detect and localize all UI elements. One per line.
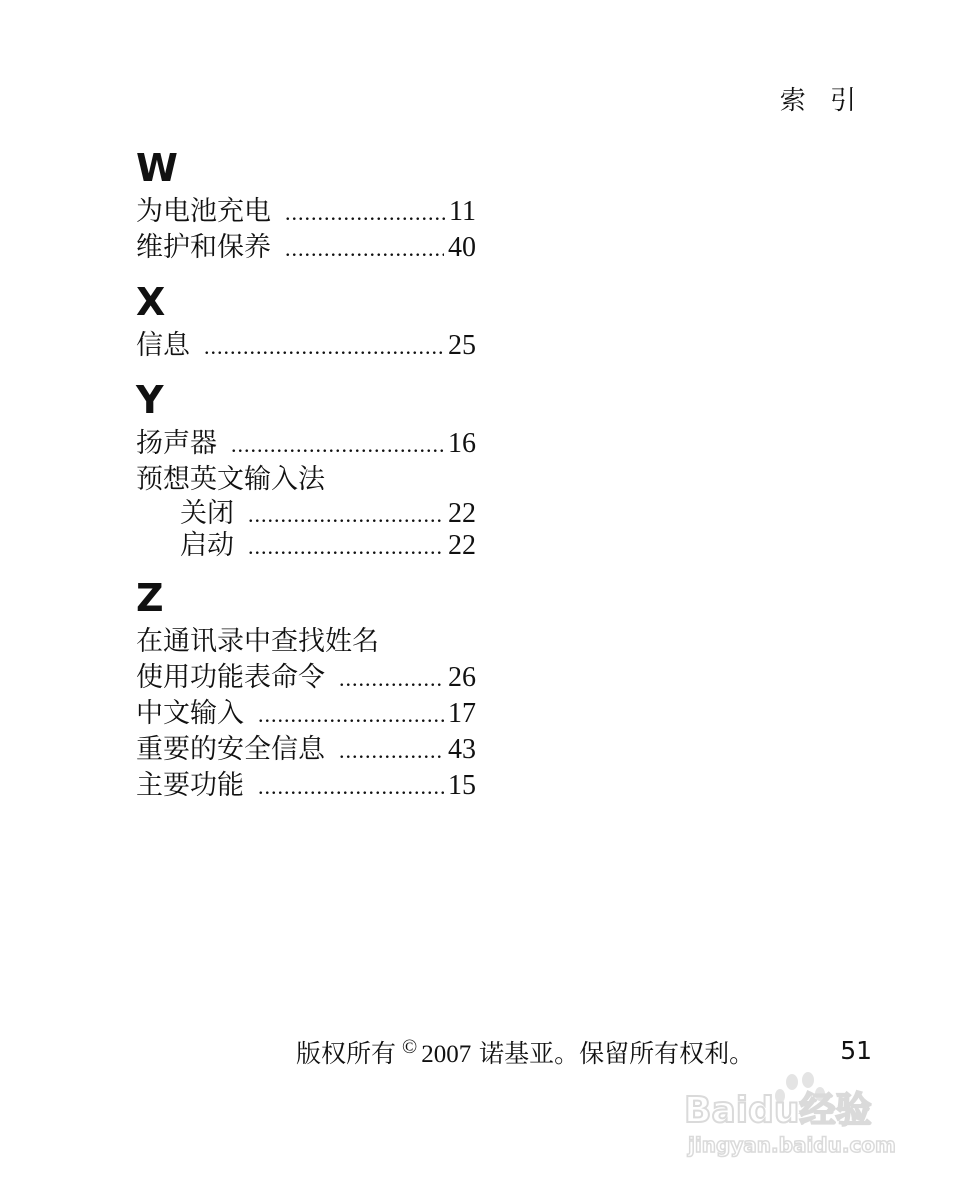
dot-leader [285,195,445,231]
section-letter: Y [136,378,164,422]
copyright-year: 2007 [421,1041,472,1068]
index-section-y [136,374,476,562]
dot-leader [285,231,444,267]
page-number: 51 [840,1036,872,1065]
section-letter: X [136,280,166,324]
entry-term: 启动 [180,530,234,561]
index-entry [136,426,476,462]
baidu-jingyan-watermark [680,1070,910,1160]
dot-leader [248,531,444,563]
index-section-x [136,276,476,364]
section-letter: Z [136,576,164,620]
dot-leader [258,697,444,733]
index-entry [136,768,476,804]
section-letter: W [136,146,178,190]
index-subentry [136,498,476,530]
entry-page-number: 17 [448,698,476,729]
index-entry [136,624,476,660]
entry-page-number: 43 [448,734,476,765]
entry-term: 主要功能 [136,770,244,801]
entry-page-number: 22 [448,498,476,529]
entry-page-number: 15 [448,770,476,801]
entry-term: 信息 [136,330,190,361]
index-entry [136,328,476,364]
dot-leader [339,661,444,697]
copyright-footer [296,1034,754,1070]
entry-page-number: 16 [448,428,476,459]
entry-term: 使用功能表命令 [136,662,325,693]
index-section-z [136,572,476,804]
entry-page-number: 40 [448,232,476,263]
entry-term: 在通讯录中查找姓名 [136,626,379,657]
entry-term: 中文输入 [136,698,244,729]
entry-term: 扬声器 [136,428,217,459]
entry-page-number: 11 [449,196,476,227]
entry-term: 关闭 [180,498,234,529]
index-entry [136,732,476,768]
copyright-symbol: © [402,1035,418,1058]
index-section-w [136,142,476,266]
entry-term: 为电池充电 [136,196,271,227]
watermark-url-text: jingyan.baidu.com [688,1133,896,1157]
entry-term: 重要的安全信息 [136,734,325,765]
index-entry [136,194,476,230]
entry-page-number: 22 [448,530,476,561]
dot-leader [231,427,444,463]
running-header: 索 引 [779,86,864,116]
index-entry [136,660,476,696]
entry-page-number: 25 [448,330,476,361]
index-subentry [136,530,476,562]
watermark-logo-text: Baidu经验 [684,1090,872,1131]
index-entry [136,230,476,266]
dot-leader [204,329,444,365]
dot-leader [248,499,444,531]
dot-leader [339,733,444,769]
entry-term: 维护和保养 [136,232,271,263]
entry-page-number: 26 [448,662,476,693]
index-entry [136,696,476,732]
dot-leader [258,769,444,805]
index-list [136,142,476,804]
index-entry [136,462,476,498]
copyright-prefix: 版权所有 [296,1039,397,1068]
copyright-suffix: 诺基亚。保留所有权利。 [479,1039,755,1068]
entry-term: 预想英文输入法 [136,464,325,495]
